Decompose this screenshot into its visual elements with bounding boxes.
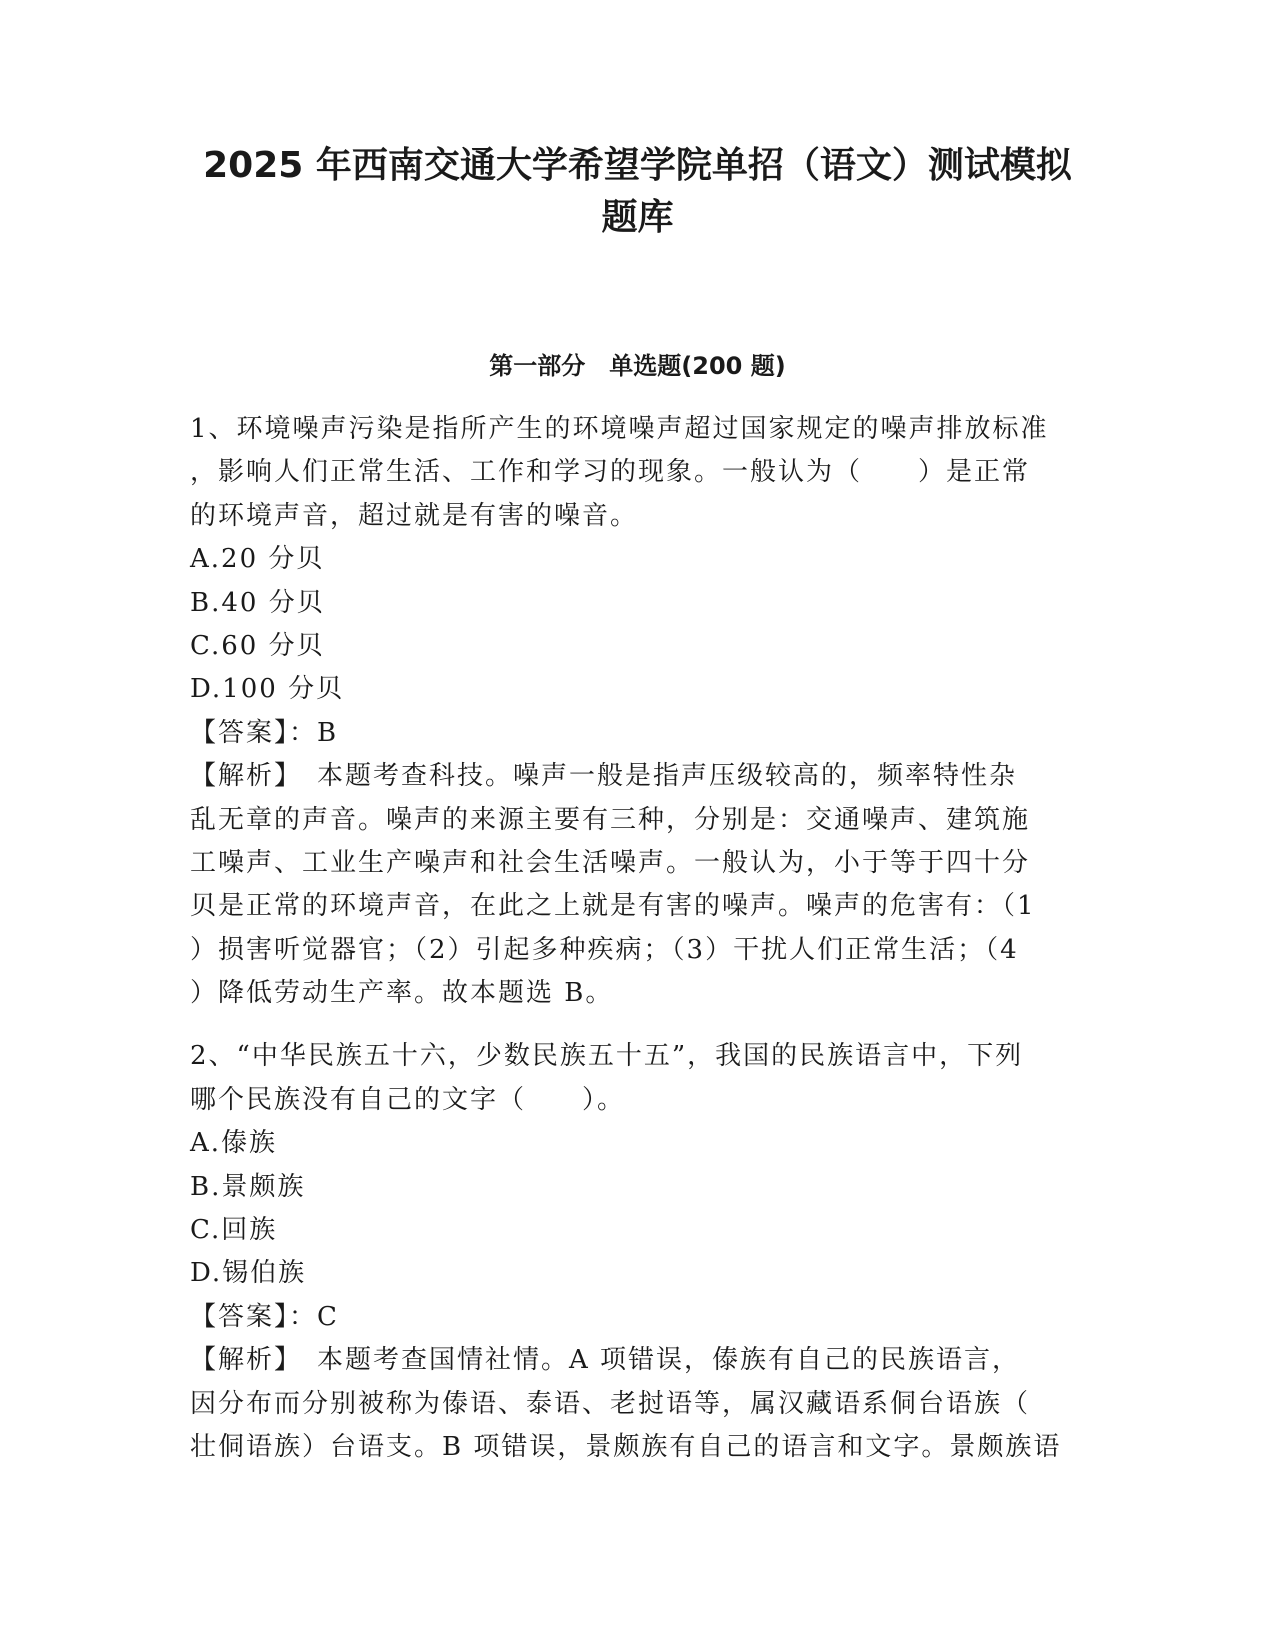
option-c: C.60 分贝 xyxy=(190,630,325,661)
document-title xyxy=(150,140,1125,244)
analysis-line: 【解析】 本题考查国情社情。A 项错误，傣族有自己的民族语言， xyxy=(190,1345,1021,1376)
question-list xyxy=(190,408,1085,1469)
analysis-line: 因分布而分别被称为傣语、泰语、老挝语等，属汉藏语系侗台语族（ xyxy=(190,1388,1031,1419)
question-stem-line: 的环境声音，超过就是有害的噪音。 xyxy=(190,500,639,531)
question-stem-line: ，影响人们正常生活、工作和学习的现象。一般认为（ ）是正常 xyxy=(190,457,1031,488)
analysis-line: ）降低劳动生产率。故本题选 B。 xyxy=(190,978,614,1009)
analysis-line: 乱无章的声音。噪声的来源主要有三种，分别是：交通噪声、建筑施 xyxy=(190,804,1031,835)
question-1 xyxy=(190,408,1085,1015)
analysis-line: 贝是正常的环境声音，在此之上就是有害的噪声。噪声的危害有：（1 xyxy=(190,891,1036,922)
title-line-2: 题库 xyxy=(601,197,674,238)
question-spacer xyxy=(190,1015,1085,1035)
option-a: A.20 分贝 xyxy=(190,544,325,575)
question-stem-line: 哪个民族没有自己的文字（ ）。 xyxy=(190,1084,626,1115)
analysis-line: 工噪声、工业生产噪声和社会生活噪声。一般认为，小于等于四十分 xyxy=(190,847,1031,878)
analysis-line: ）损害听觉器官；（2）引起多种疾病；（3）干扰人们正常生活；（4 xyxy=(190,934,1019,965)
analysis-line: 【解析】 本题考查科技。噪声一般是指声压级较高的，频率特性杂 xyxy=(190,761,1018,792)
title-line-1: 2025 年西南交通大学希望学院单招（语文）测试模拟 xyxy=(203,145,1072,186)
option-c: C.回族 xyxy=(190,1215,278,1246)
question-2 xyxy=(190,1035,1085,1469)
option-d: D.100 分贝 xyxy=(190,674,345,705)
question-stem-line: 1、环境噪声污染是指所产生的环境噪声超过国家规定的噪声排放标准 xyxy=(190,414,1049,444)
question-stem-line: 2、“中华民族五十六，少数民族五十五”，我国的民族语言中，下列 xyxy=(190,1041,1024,1072)
option-d: D.锡伯族 xyxy=(190,1258,307,1289)
option-a: A.傣族 xyxy=(190,1128,278,1159)
section-heading: 第一部分 单选题(200 题) xyxy=(489,352,786,380)
option-b: B.40 分贝 xyxy=(190,587,325,618)
analysis-line: 壮侗语族）台语支。B 项错误，景颇族有自己的语言和文字。景颇族语 xyxy=(190,1431,1062,1462)
answer-line: 【答案】：B xyxy=(190,717,339,748)
answer-line: 【答案】：C xyxy=(190,1301,339,1332)
option-b: B.景颇族 xyxy=(190,1171,306,1202)
